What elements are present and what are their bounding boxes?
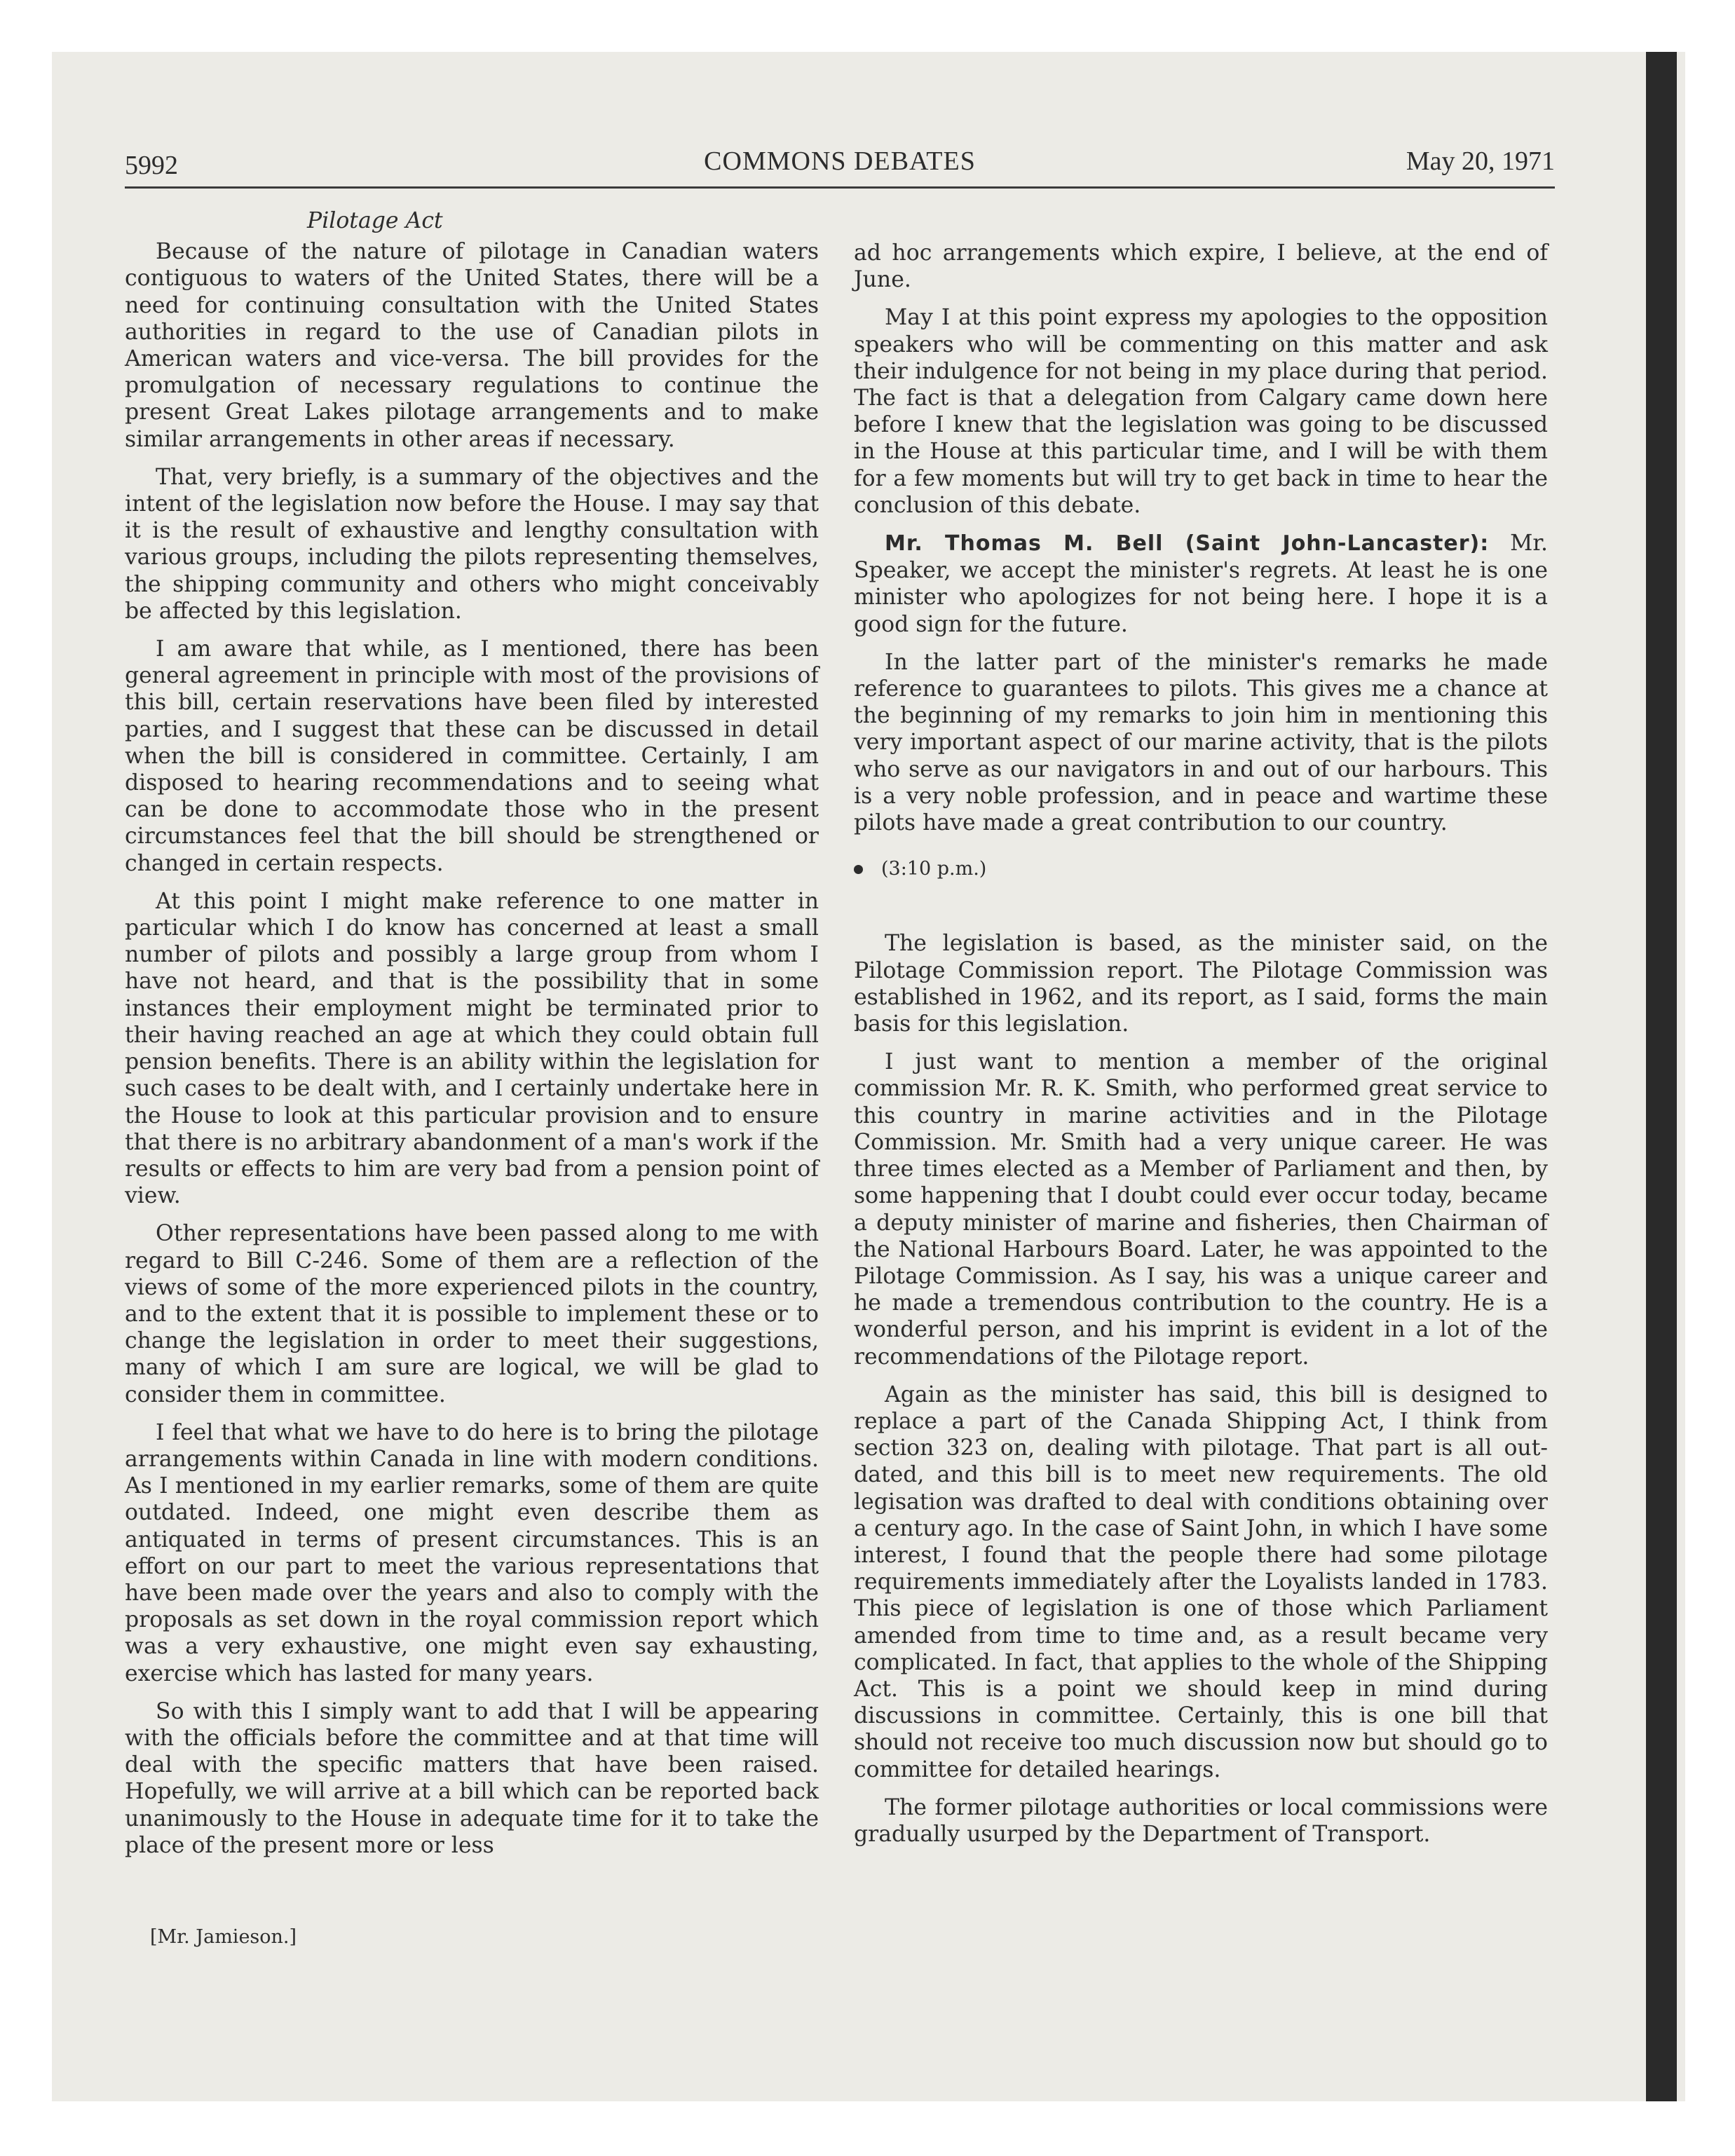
speaker-paragraph: [854, 530, 1548, 638]
paragraph: I feel that what we have to do here is to bring the pilotage arrangements within Canada in line with modern conditions. As I mentioned in my earlier remarks, some of them are quite outdated. Indeed, one might even describe them as antiquated in terms of present circumstances. This is an effort on our part to meet the various representations that have been made over the years and also to comply with the proposals as set down in the royal commission report which was a very exhaustive, one might even say exhausting, exercise which has lasted for many years.: [125, 1419, 819, 1686]
paragraph: I am aware that while, as I mentioned, there has been general agreement in principle with most of the provisions of this bill, certain reservations have been filed by interested parties, and I suggest that these can be discussed in detail when the bill is considered in committee. Certainly, I am disposed to hearing recommendations and to seeing what can be done to accommodate those who in the present circumstances feel that the bill should be strengthened or changed in certain respects.: [125, 636, 819, 876]
paragraph: So with this I simply want to add that I will be appearing with the officials before the committee and at that time will deal with the specific matters that have been raised. Hopefully, we will arrive at a bill which can be reported back unanimously to the House in adequate time for it to take the place of the present more or less: [125, 1698, 819, 1858]
paragraph: Again as the minister has said, this bill is designed to replace a part of the Canada Shipping Act, I think from section 323 on, dealing with pilotage. That part is all out-dated, and this bill is to meet new requirements. The old legisation was drafted to deal with conditions obtaining over a century ago. In the case of Saint John, in which I have some interest, I found that the people there had some pilotage requirements immediately after the Loyalists landed in 1783. This piece of legislation is one of those which Parliament amended from time to time and, as a result became very complicated. In fact, that applies to the whole of the Shipping Act. This is a point we should keep in mind during discussions in committee. Certainly, this is one bill that should not receive too much discussion now but should go to committee for detailed hearings.: [854, 1381, 1548, 1782]
scan-edge-shadow: [1646, 52, 1677, 2101]
paragraph-continuation: ad hoc arrangements which expire, I believe, at the end of June.: [854, 240, 1548, 293]
bullet-icon: [854, 865, 863, 874]
paragraph: I just want to mention a member of the original commission Mr. R. K. Smith, who performed great service to this country in marine activities and in the Pilotage Commission. Mr. Smith had a very unique career. He was three times elected as a Member of Parliament and then, by some happening that I doubt could ever occur today, became a deputy minister of marine and fisheries, then Chairman of the National Harbours Board. Later, he was appointed to the Pilotage Commission. As I say, his was a unique career and he made a tremendous contribution to the country. He is a wonderful person, and his imprint is evident in a lot of the recommendations of the Pilotage report.: [854, 1049, 1548, 1370]
left-column: [125, 207, 819, 1870]
speaker-name: Mr. Thomas M. Bell (Saint John-Lancaster):: [885, 531, 1490, 557]
paragraph: Because of the nature of pilotage in Canadian waters contiguous to waters of the United States, there will be a need for continuing consultation with the United States authorities in regard to the use of Canadian pilots in American waters and vice-versa. The bill provides for the promulgation of necessary regulations to continue the present Great Lakes pilotage arrangements and to make similar arrangements in other areas if necessary.: [125, 239, 819, 452]
paragraph: In the latter part of the minister's remarks he made reference to guarantees to pilots. This gives me a chance at the beginning of my remarks to join him in mentioning this very important aspect of our marine activity, that is the pilots who serve as our navigators in and out of our harbours. This is a very noble profession, and in peace and wartime these pilots have made a great contribution to our country.: [854, 649, 1548, 836]
time-marker: [854, 856, 1548, 882]
page-date: May 20, 1971: [1406, 146, 1555, 176]
paragraph: The legislation is based, as the minister said, on the Pilotage Commission report. The Pilotage Commission was established in 1962, and its report, as I said, forms the main basis for this legislation.: [854, 931, 1548, 1037]
timestamp-text: (3:10 p.m.): [881, 858, 987, 880]
paragraph: Other representations have been passed along to me with regard to Bill C-246. Some of them are a reflection of the views of some of the more experienced pilots in the country, and to the extent that it is possible to implement these or to change the legislation in order to meet their suggestions, many of which I am sure are logical, we will be glad to consider them in committee.: [125, 1221, 819, 1407]
page-header: [125, 140, 1555, 189]
document-page: [125, 140, 1555, 2061]
paragraph: At this point I might make reference to one matter in particular which I do know has concerned at least a small number of pilots and possibly a large group from whom I have not heard, and that is the possibility that in some instances their employment might be terminated prior to their having reached an age at which they could obtain full pension benefits. There is an ability within the legislation for such cases to be dealt with, and I certainly undertake here in the House to look at this particular provision and to ensure that there is no arbitrary abandonment of a man's work if the results or effects to him are very bad from a pension point of view.: [125, 888, 819, 1209]
paragraph: The former pilotage authorities or local commissions were gradually usurped by the Department of Transport.: [854, 1794, 1548, 1847]
publication-title: COMMONS DEBATES: [704, 146, 976, 176]
section-title: Pilotage Act: [307, 208, 443, 233]
paragraph: That, very briefly, is a summary of the objectives and the intent of the legislation now before the House. I may say that it is the result of exhaustive and lengthy consultation with various groups, including the pilots representing themselves, the shipping community and others who might conceivably be affected by this legislation.: [125, 464, 819, 624]
speaker-attribution: [Mr. Jamieson.]: [150, 1926, 297, 1948]
page-number: 5992: [125, 151, 178, 180]
right-column: [854, 240, 1548, 1859]
speaker-text: Mr. Speaker, we accept the minister's regrets. At least he is one minister who apologizes for not being here. I hope it is a good sign for the future.: [854, 531, 1548, 637]
paragraph: May I at this point express my apologies to the opposition speakers who will be commenting on this matter and ask their indulgence for not being in my place during that period. The fact is that a delegation from Calgary came down here before I knew that the legislation was going to be discussed in the House at this particular time, and I will be with them for a few moments but will try to get back in time to hear the conclusion of this debate.: [854, 305, 1548, 518]
